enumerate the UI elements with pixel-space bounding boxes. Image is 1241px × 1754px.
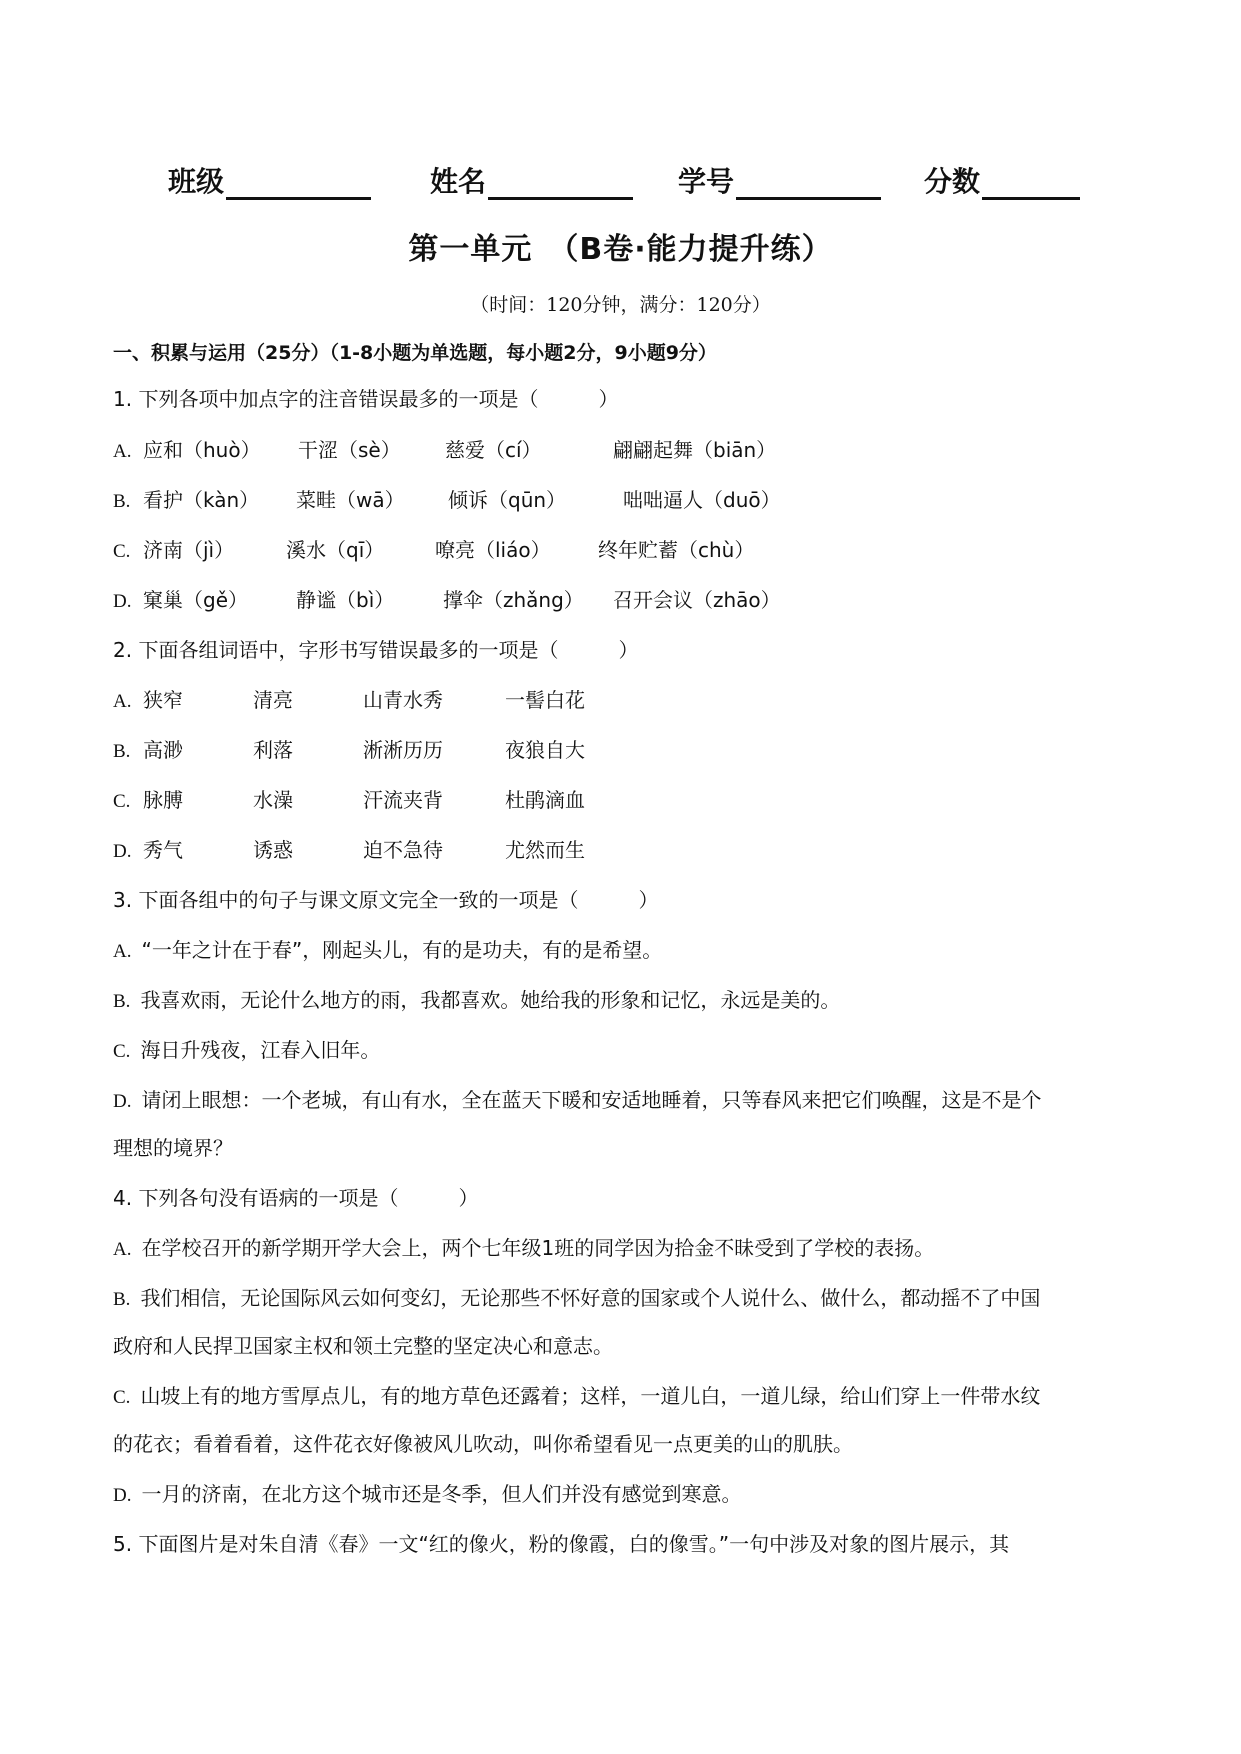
option-item: 高渺 (143, 738, 183, 762)
option-label: A. (113, 1239, 132, 1260)
option-item: 翩翩起舞（biān） (613, 438, 777, 462)
option-item: 干涩（sè） (298, 438, 401, 462)
option-item: 嘹亮（liáo） (435, 538, 551, 562)
q3-option-a[interactable] (113, 935, 662, 965)
question-3-stem: 3. 下面各组中的句子与课文原文完全一致的一项是（ ） (113, 888, 659, 912)
option-label: C. (113, 541, 131, 562)
option-text: 一月的济南，在北方这个城市还是冬季，但人们并没有感觉到寒意。 (141, 1482, 742, 1506)
option-text: 我喜欢雨，无论什么地方的雨，我都喜欢。她给我的形象和记忆，永远是美的。 (140, 988, 841, 1012)
q4-option-d[interactable] (113, 1479, 741, 1509)
q2-option-a[interactable] (113, 685, 1129, 715)
student-id-blank[interactable] (736, 167, 881, 200)
option-item: 秀气 (143, 838, 183, 862)
option-item: 济南（jì） (143, 538, 235, 562)
student-id-field (678, 160, 881, 200)
student-info-row (0, 160, 1241, 204)
option-label: C. (113, 1041, 131, 1062)
name-field (430, 160, 633, 200)
q2-option-c[interactable] (113, 785, 1129, 815)
option-text: 请闭上眼想：一个老城，有山有水，全在蓝天下暖和安适地睡着，只等春风来把它们唤醒，这是不是个 (141, 1088, 1042, 1112)
question-4-stem: 4. 下列各句没有语病的一项是（ ） (113, 1186, 479, 1210)
q4-option-c-continued: 的花衣；看着看着，这件花衣好像被风儿吹动，叫你希望看见一点更美的山的肌肤。 (113, 1432, 853, 1456)
option-item: 水澡 (253, 788, 293, 812)
option-label: D. (113, 1091, 132, 1112)
option-text: 在学校召开的新学期开学大会上，两个七年级1班的同学因为拾金不昧受到了学校的表扬。 (141, 1236, 935, 1260)
class-field (168, 160, 371, 200)
option-text: 我们相信，无论国际风云如何变幻，无论那些不怀好意的国家或个人说什么、做什么，都动摇不了中国 (140, 1286, 1041, 1310)
option-item: 咄咄逼人（duō） (623, 488, 781, 512)
q4-option-a[interactable] (113, 1233, 934, 1263)
option-item: 清亮 (253, 688, 293, 712)
option-label: B. (113, 491, 131, 512)
q4-option-b[interactable] (113, 1283, 1040, 1313)
option-item: 夜狼自大 (505, 738, 585, 762)
question-1-stem: 1. 下列各项中加点字的注音错误最多的一项是（ ） (113, 387, 619, 411)
option-item: 撑伞（zhǎng） (443, 588, 584, 612)
option-label: B. (113, 1289, 131, 1310)
option-label: C. (113, 1387, 131, 1408)
question-5-stem: 5. 下面图片是对朱自清《春》一文“红的像火，粉的像霞，白的像雪。”一句中涉及对象的图片展示，其 (113, 1532, 1010, 1556)
q3-option-d-continued: 理想的境界？ (113, 1136, 233, 1160)
q1-option-d[interactable] (113, 585, 1129, 615)
option-item: 菜畦（wā） (296, 488, 405, 512)
name-blank[interactable] (488, 167, 633, 200)
option-label: D. (113, 1485, 132, 1506)
option-item: 尤然而生 (505, 838, 585, 862)
score-label: 分数 (924, 165, 981, 198)
score-field (924, 160, 1080, 200)
option-item: 诱惑 (253, 838, 293, 862)
option-label: B. (113, 991, 131, 1012)
option-item: 脉膊 (143, 788, 183, 812)
name-label: 姓名 (430, 165, 487, 198)
q4-option-c[interactable] (113, 1381, 1040, 1411)
option-label: D. (113, 591, 132, 612)
option-item: 召开会议（zhāo） (613, 588, 781, 612)
exam-info: （时间：120分钟，满分：120分） (470, 294, 771, 316)
q1-option-a[interactable] (113, 435, 1129, 465)
class-blank[interactable] (226, 167, 371, 200)
option-label: A. (113, 941, 132, 962)
option-label: B. (113, 741, 131, 762)
q1-option-b[interactable] (113, 485, 1129, 515)
q4-option-b-continued: 政府和人民捍卫国家主权和领土完整的坚定决心和意志。 (113, 1334, 613, 1358)
option-item: 迫不急待 (363, 838, 443, 862)
q3-option-d[interactable] (113, 1085, 1041, 1115)
option-item: 山青水秀 (363, 688, 443, 712)
option-label: A. (113, 691, 132, 712)
option-item: 杜鹃滴血 (505, 788, 585, 812)
option-item: 汗流夹背 (363, 788, 443, 812)
student-id-label: 学号 (678, 165, 735, 198)
option-item: 溪水（qī） (286, 538, 385, 562)
q3-option-c[interactable] (113, 1035, 380, 1065)
option-item: 应和（huò） (143, 438, 261, 462)
option-text: “一年之计在于春”，刚起头儿，有的是功夫，有的是希望。 (141, 938, 663, 962)
option-item: 看护（kàn） (143, 488, 260, 512)
option-item: 狭窄 (143, 688, 183, 712)
option-item: 终年贮蓄（chù） (598, 538, 755, 562)
page-title: 第一单元 （B卷·能力提升练） (408, 232, 833, 267)
q3-option-b[interactable] (113, 985, 840, 1015)
score-blank[interactable] (982, 167, 1080, 200)
option-item: 淅淅历历 (363, 738, 443, 762)
option-item: 窠巢（gě） (143, 588, 248, 612)
option-item: 慈爱（cí） (445, 438, 542, 462)
option-text: 海日升残夜，江春入旧年。 (140, 1038, 381, 1062)
class-label: 班级 (168, 165, 225, 198)
q1-option-c[interactable] (113, 535, 1129, 565)
option-text: 山坡上有的地方雪厚点儿，有的地方草色还露着；这样，一道儿白，一道儿绿，给山们穿上一件带水纹 (140, 1384, 1041, 1408)
option-item: 倾诉（qūn） (448, 488, 567, 512)
option-label: A. (113, 441, 132, 462)
option-item: 一髻白花 (505, 688, 585, 712)
question-2-stem: 2. 下面各组词语中，字形书写错误最多的一项是（ ） (113, 638, 639, 662)
option-label: C. (113, 791, 131, 812)
option-item: 静谧（bì） (296, 588, 395, 612)
q2-option-b[interactable] (113, 735, 1129, 765)
section-heading: 一、积累与运用（25分）（1-8小题为单选题，每小题2分，9小题9分） (113, 342, 717, 364)
q2-option-d[interactable] (113, 835, 1129, 865)
option-label: D. (113, 841, 132, 862)
option-item: 利落 (253, 738, 293, 762)
